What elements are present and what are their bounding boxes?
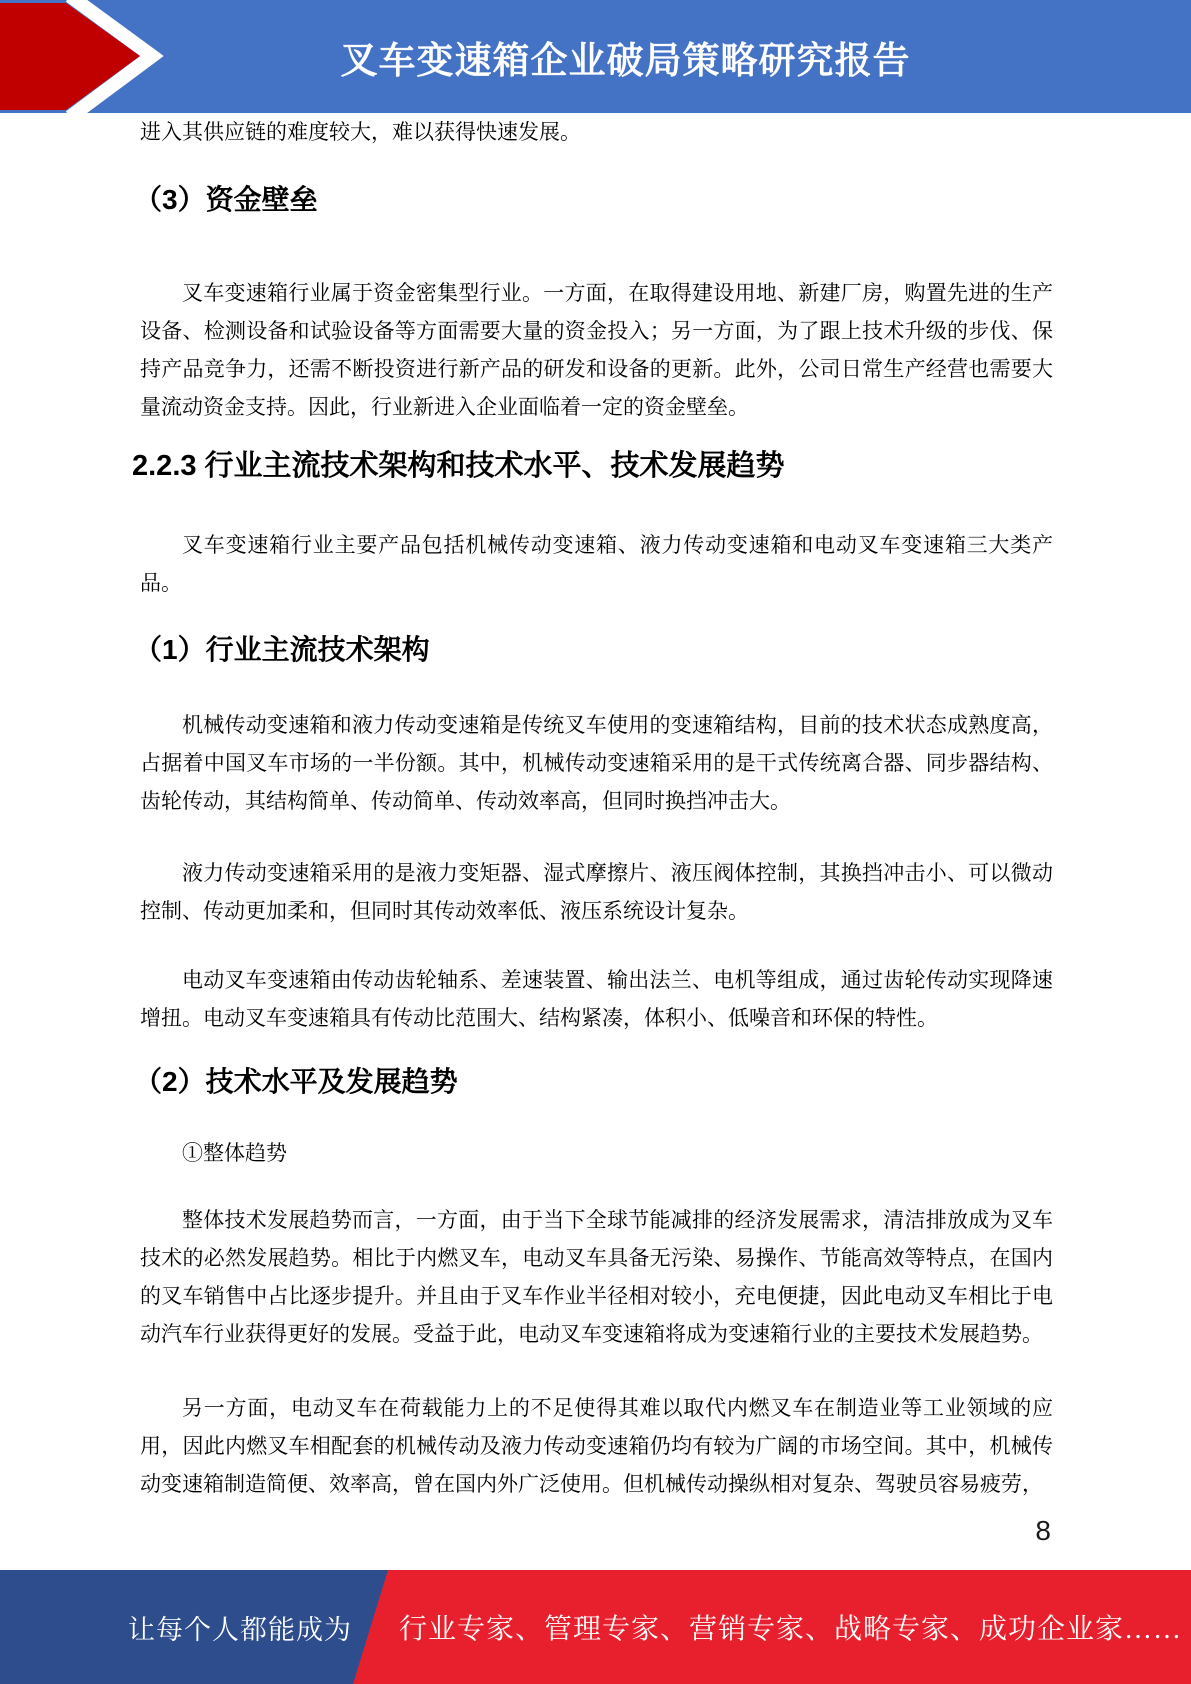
header-banner xyxy=(0,0,1191,113)
paragraph-electric-transmission: 电动叉车变速箱由传动齿轮轴系、差速装置、输出法兰、电机等组成，通过齿轮传动实现降速增扭。电动叉车变速箱具有传动比范围大、结构紧凑，体积小、低噪音和环保的特性。 xyxy=(140,968,1053,1030)
report-title: 叉车变速箱企业破局策略研究报告 xyxy=(340,39,911,81)
paragraph-mechanical-transmission: 机械传动变速箱和液力传动变速箱是传统叉车使用的变速箱结构，目前的技术状态成熟度高，占据着中国叉车市场的一半份额。其中，机械传动变速箱采用的是干式传统离合器、同步器结构、齿轮传动，其结构简单、传动简单、传动效率高，但同时换挡冲击大。 xyxy=(140,713,1053,813)
footer-banner xyxy=(0,1570,1191,1684)
footer-slogan-left: 让每个人都能成为 xyxy=(128,1614,352,1645)
paragraph-product-categories: 叉车变速箱行业主要产品包括机械传动变速箱、液力传动变速箱和电动叉车变速箱三大类产品。 xyxy=(140,533,1053,595)
page-number: 8 xyxy=(1035,1515,1051,1546)
heading-capital-barrier: （3）资金壁垒 xyxy=(134,184,318,215)
paragraph-capital-barrier: 叉车变速箱行业属于资金密集型行业。一方面，在取得建设用地、新建厂房，购置先进的生产设备、检测设备和试验设备等方面需要大量的资金投入；另一方面，为了跟上技术升级的步伐、保持产品竞争力，还需不断投资进行新产品的研发和设备的更新。此外，公司日常生产经营也需要大量流动资金支持。因此，行业新进入企业面临着一定的资金壁垒。 xyxy=(140,281,1053,419)
document-body xyxy=(132,113,1053,1550)
paragraph-overall-trend-2: 另一方面，电动叉车在荷载能力上的不足使得其难以取代内燃叉车在制造业等工业领域的应用，因此内燃叉车相配套的机械传动及液力传动变速箱仍均有较为广阔的市场空间。其中，机械传动变速箱制造简便、效率高，曾在国内外广泛使用。但机械传动操纵相对复杂、驾驶员容易疲劳， xyxy=(140,1396,1053,1496)
heading-mainstream-architecture: （1）行业主流技术架构 xyxy=(134,634,430,665)
heading-tech-level-trends: （2）技术水平及发展趋势 xyxy=(134,1066,458,1097)
subheading-overall-trend: ①整体趋势 xyxy=(182,1141,287,1165)
footer-slogan-right: 行业专家、管理专家、营销专家、战略专家、成功企业家…… xyxy=(399,1614,1183,1645)
heading-section-223: 2.2.3 行业主流技术架构和技术水平、技术发展趋势 xyxy=(132,450,785,482)
paragraph-hydraulic-transmission: 液力传动变速箱采用的是液力变矩器、湿式摩擦片、液压阀体控制，其换挡冲击小、可以微动控制、传动更加柔和，但同时其传动效率低、液压系统设计复杂。 xyxy=(140,861,1053,923)
paragraph-continuation: 进入其供应链的难度较大，难以获得快速发展。 xyxy=(140,120,581,144)
paragraph-overall-trend-1: 整体技术发展趋势而言，一方面，由于当下全球节能减排的经济发展需求，清洁排放成为叉车技术的必然发展趋势。相比于内燃叉车，电动叉车具备无污染、易操作、节能高效等特点，在国内的叉车销售中占比逐步提升。并且由于叉车作业半径相对较小，充电便捷，因此电动叉车相比于电动汽车行业获得更好的发展。受益于此，电动叉车变速箱将成为变速箱行业的主要技术发展趋势。 xyxy=(140,1208,1053,1346)
